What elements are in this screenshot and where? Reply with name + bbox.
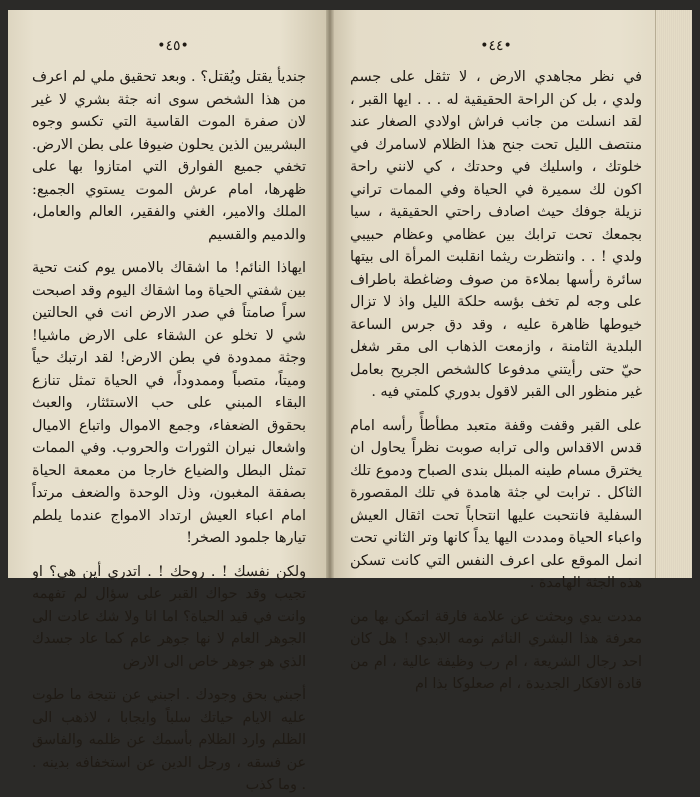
page-edges <box>655 10 692 578</box>
right-page <box>328 10 692 692</box>
right-paragraph: مددت يدي وبحثت عن علامة فارقة اتمكن بها من معرفة هذا البشري النائم نومه الابدي ! هل كان احد رجال الشريعة ، ام رب وظيفة عالية ، ام من قادة الافكار الجديدة ، ام صعلوكا بذا ام <box>350 608 642 692</box>
open-book-spread <box>8 10 692 793</box>
right-paragraph: على القبر وقفت وقفة متعبد مطأطأً رأسه امام قدس الاقداس والى ترابه صوبت نظراً يحاول ان يخترق مسام طينه المبلل بندى الصباح ودموع تلك الثاكل . ترابت لي جثة هامدة في تلك المقصورة السفلية فانتحبت عليها انتحاباً تحت اثقال العيش واعباء الحياة ومددت اليها يداً كانها وتر الثاني تحت انمل الموقع على اعرف النفس التي كانت تسكن هذه الجثة الهامدة . <box>350 417 642 591</box>
right-paragraph: في نظر مجاهدي الارض ، لا تثقل على جسم ولدي ، بل كن الراحة الحقيقية له . . . ايها القبر ، لقد انسلت من جانب فراش اولادي الصغار عند منتصف الليل تحت جنح هذا الظلام لاسامرك في خلوتك ، واسليك في وحدتك ، كي لانني راحة اكون لك سميرة في الحياة وفي الممات تراني نزيلة جوفك حيث اصادف راحتي الحقيقية ، سيا بجمعك تحت ترابك بين عظامي وعظام حبيبي ولدي ! . . وانتظرت ريثما انقلبت المرأة الى بيتها سائرة رأسها بملاءة من صوف وضاغطة باطراف على وجه لم تخف بؤسه حلكة الليل واذ لا تزال خيوطها ظاهرة عليه ، وقد دق جرس الساعة البلدية الثامنة ، وازمعت الذهاب الى مقر شغل حيّ حتى رأيتني مدفوعا كالشخص الجريح بعامل غير منظور الى القبر لاقول بدوري كلمتي فيه . <box>350 69 642 400</box>
left-page-text <box>32 66 306 797</box>
left-paragraph: ولكن نفسك ! . روحك ! . اتدري أين هي؟ او تجيب وقد حواك القبر على سؤال لم تفهمه وانت في قيد الحياة؟ اما انا ولا شك عادت الى الجوهر العام لا نها جوهر عام كما عاد جسدك الذي هو جوهر خاص الى الارض <box>32 563 306 670</box>
right-page-text <box>350 66 642 696</box>
left-page-number: •٤٥• <box>157 38 189 54</box>
right-page-number: •٤٤• <box>480 38 512 54</box>
left-paragraph: أجبني بحق وجودك . اجبني عن نتيجة ما طوت عليه الايام حياتك سلباً وايجابا ، لاذهب الى الظلم وارد الظلام بأسمك عن ظلمه والفاسق عن فسقه ، ورجل الدين عن استخفافه بدينه . . وما كذب <box>32 687 306 793</box>
left-paragraph: جنديأ يقتل ويُقتل؟ . وبعد تحقيق ملي لم اعرف من هذا الشخص سوى انه جثة بشري لا غير لان صفرة الموت القاسية التي تكسو وجوه البشريين الذين يحلون ضيوفا على بطن الارض. تخفي جميع الفوارق التي امتازوا بها على ظهرها، امام عرش الموت يستوي الجميع: الملك والامير، الغني والفقير، العالم والعامل، والدميم والقسيم <box>32 69 306 243</box>
left-paragraph: ايهاذا النائم! ما اشقاك بالامس يوم كنت تحية بين شفتي الحياة وما اشقاك اليوم وقد اصبحت سراً صامتاً في صدر الارض انت في الحالتين شي لا تخلو عن الشقاء على الارض ماشيا! وجثة ممدودة في بطن الارض! لقد ارتبك حياً وميتاً، متصباً وممدوداً، في الحياة تمثل تنازع البقاء المبني على حب الاستئثار، والعبث بحقوق الضعفاء، وجمع الاموال واتباع الاميال واشعال نيران الثورات والحروب. وفي الممات تمثل البطل والضياع خارجا من معمعة الحياة بصفقة المغبون، وذل الوحدة والضعف مرتداً امام اعباء العيش ارتداد الامواج عندما يلطم تيارها جلمود الصخر! <box>32 260 306 546</box>
left-page <box>8 10 328 793</box>
